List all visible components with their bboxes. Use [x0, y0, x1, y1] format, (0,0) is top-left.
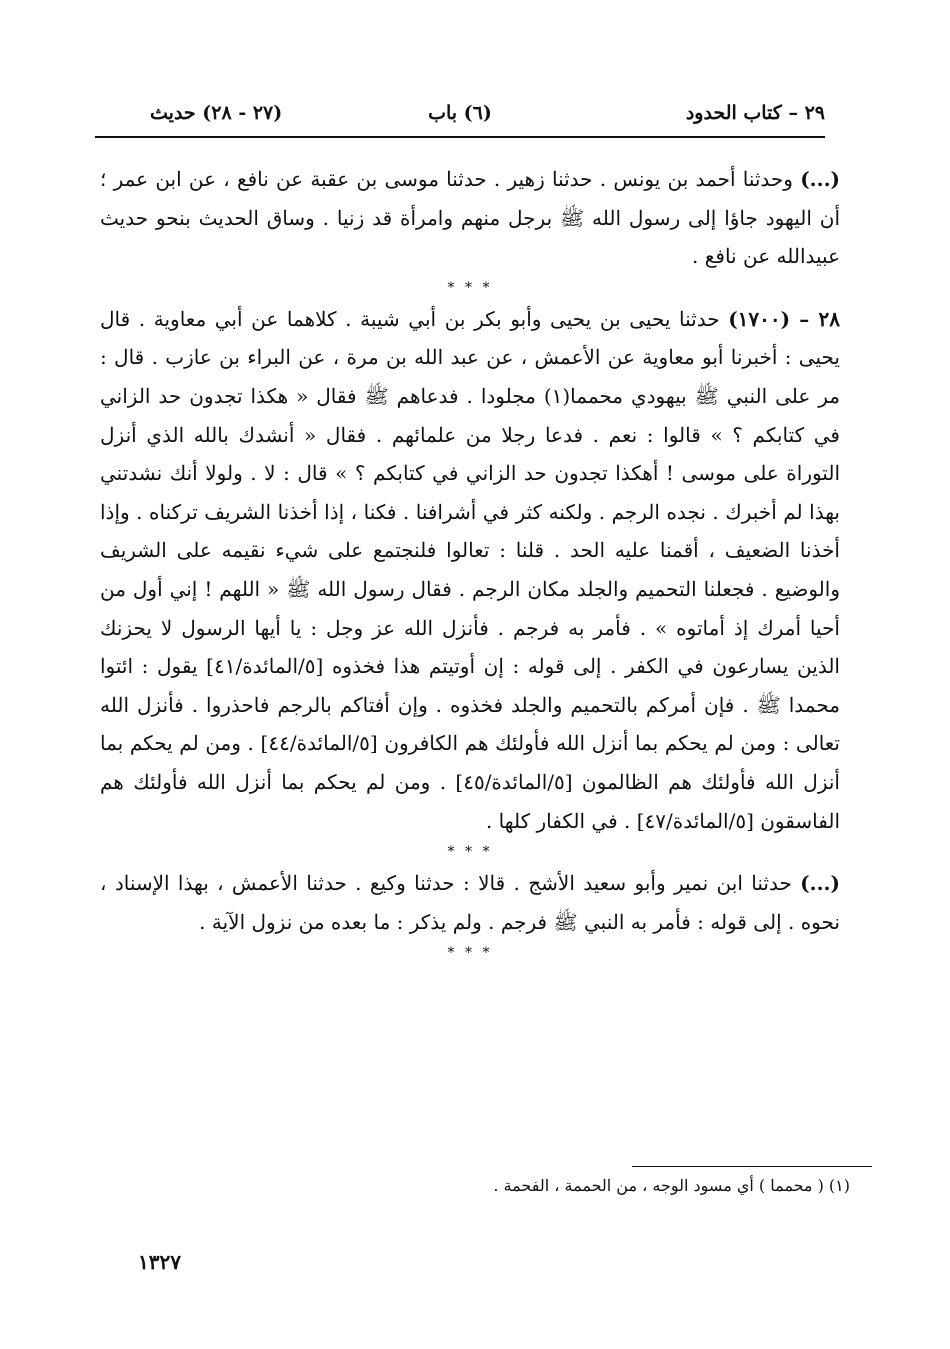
hadith-range: (٢٧ - ٢٨) حديث — [150, 102, 283, 124]
hadith-paragraph-3 — [100, 864, 840, 941]
hadith-number: ٢٨ – (١٧٠٠) — [728, 306, 840, 331]
section-separator: * * * — [447, 279, 493, 296]
footnote: (١) ( محمما ) أي مسود الوجه ، من الحممة ، الفحمة . — [493, 1176, 850, 1195]
footnote-rule — [632, 1166, 872, 1167]
section-separator: * * * — [447, 844, 493, 861]
chapter-title: (٦) باب — [428, 102, 492, 124]
hadith-paragraph-1 — [100, 160, 840, 276]
page-number: ١٣٢٧ — [138, 1250, 181, 1274]
page-header — [95, 96, 825, 136]
hadith-text — [100, 160, 840, 965]
hadith-number: (...) — [800, 871, 840, 896]
hadith-number: (...) — [800, 167, 841, 191]
section-separator: * * * — [447, 945, 493, 962]
book-title: ٢٩ – كتاب الحدود — [685, 102, 825, 124]
header-rule — [95, 136, 825, 138]
hadith-body: حدثنا ابن نمير وأبو سعيد الأشج . قالا : حدثنا وكيع . حدثنا الأعمش ، بهذا الإسناد ، نحوه . إلى قوله : فأمر به النبي ﷺ فرجم . ولم يذكر : ما بعده من نزول الآية . — [100, 871, 840, 934]
hadith-body: حدثنا يحيى بن يحيى وأبو بكر بن أبي شيبة . كلاهما عن أبي معاوية . قال يحيى : أخبرنا أبو معاوية عن الأعمش ، عن عبد الله بن مرة ، عن البراء بن عازب . قال : مر على النبي ﷺ بيهودي محمما(١) مجلودا . فدعاهم ﷺ فقال « هكذا تجدون حد الزاني في كتابكم ؟ » قالوا : نعم . فدعا رجلا من علمائهم . فقال « أنشدك بالله الذي أنزل التوراة على موسى ! أهكذا تجدون حد الزاني في كتابكم ؟ » قال : لا . ولولا أنك نشدتني بهذا لم أخبرك . نجده الرجم . ولكنه كثر في أشرافنا . فكنا ، إذا أخذنا الشريف تركناه . وإذا أخذنا الضعيف ، أقمنا عليه الحد . قلنا : تعالوا فلنجتمع على شيء نقيمه على الشريف والوضيع . فجعلنا التحميم والجلد مكان الرجم . فقال رسول الله ﷺ « اللهم ! إني أول من أحيا أمرك إذ أماتوه » . فأمر به فرجم . فأنزل الله عز وجل : يا أيها الرسول لا يحزنك الذين يسارعون في الكفر . إلى قوله : إن أوتيتم هذا فخذوه [٥/المائدة/٤١] يقول : ائتوا محمدا ﷺ . فإن أمركم بالتحميم والجلد فخذوه . وإن أفتاكم بالرجم فاحذروا . فأنزل الله تعالى : ومن لم يحكم بما أنزل الله فأولئك هم الكافرون [٥/المائدة/٤٤] . ومن لم يحكم بما أنزل الله فأولئك هم الظالمون [٥/المائدة/٤٥] . ومن لم يحكم بما أنزل الله فأولئك هم الفاسقون [٥/المائدة/٤٧] . في الكفار كلها . — [100, 306, 840, 833]
hadith-body: وحدثنا أحمد بن يونس . حدثنا زهير . حدثنا موسى بن عقبة عن نافع ، عن ابن عمر ؛ أن اليهود جاؤا إلى رسول الله ﷺ برجل منهم وامرأة قد زنيا . وساق الحديث بنحو حديث عبيدالله عن نافع . — [100, 167, 840, 269]
hadith-paragraph-2 — [100, 300, 840, 840]
